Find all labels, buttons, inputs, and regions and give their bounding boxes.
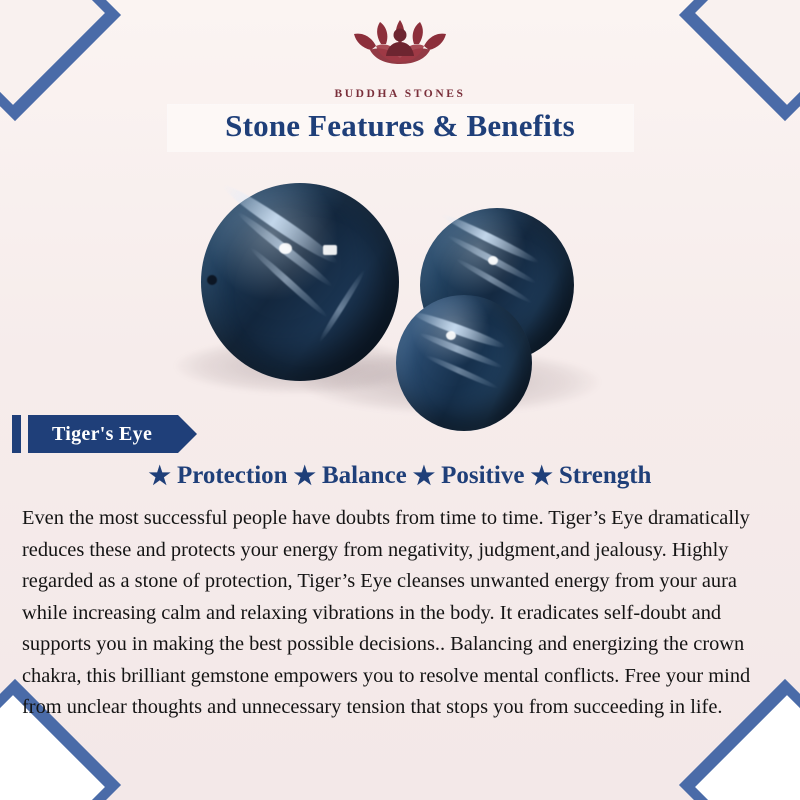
stone-photo [0,160,800,415]
stone-name-tab [28,415,178,453]
benefit-item-balance [294,462,407,490]
benefit-item-positive [413,462,525,490]
benefit-label: Strength [558,462,652,489]
star-icon: ★ [148,462,171,490]
page-title: Stone Features & Benefits [225,108,575,143]
description-text: Even the most successful people have doubts from time to time. Tiger’s Eye dramatically reduces these and protects your energy from negativity, judgment,and jealousy. Highly regarded as a stone of protection, Tiger’s Eye cleanses unwanted energy from your aura while increasing calm and relaxing vibrations in the body. It eradicates self-doubt and supports you in making the best possible decisions.. Balancing and energizing the crown chakra, this brilliant gemstone empowers you to resolve mental conflicts. Free your mind from unclear thoughts and unnecessary tension that stops you from succeeding in life. [22,507,751,718]
stone-sphere-large [201,183,399,381]
benefit-label: Positive [441,462,525,489]
brand-block [0,14,800,100]
stone-sphere-small [396,295,532,431]
benefit-label: Protection [176,462,288,489]
lotus-meditation-icon [340,14,460,86]
benefit-item-strength [530,462,651,490]
star-icon: ★ [293,462,316,490]
benefit-item-protection [149,462,288,490]
star-icon: ★ [530,462,553,490]
brand-name: BUDDHA STONES [334,88,466,100]
stone-name-label: Tiger's Eye [52,422,153,445]
benefits-row [0,462,800,490]
stone-name-accent-bar [12,415,21,453]
benefit-label: Balance [321,462,407,489]
star-icon: ★ [412,462,436,490]
